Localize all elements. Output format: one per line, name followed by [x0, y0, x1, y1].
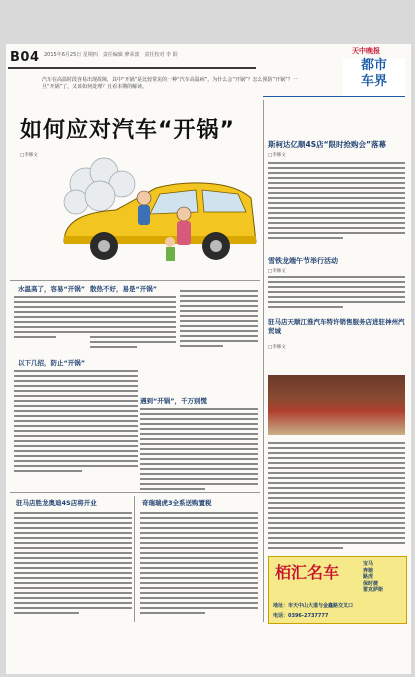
subhead-water-temp: 水温高了，容易“开锅”	[18, 285, 86, 293]
byline-citroen: □李修文	[268, 269, 286, 274]
article-text-block	[140, 512, 258, 622]
section-rule	[263, 96, 405, 97]
section-line-1: 都市	[360, 58, 387, 73]
driver-figure	[137, 191, 151, 225]
right-headline-citroen: 雪铁龙端午节举行活动	[268, 257, 338, 265]
subhead-dont-panic: 遇到“开锅”，千万别慌	[140, 397, 208, 405]
section-label	[343, 58, 405, 96]
right-headline-skoda: 斯柯达亿顺4S店“限时抢购会”落幕	[268, 140, 386, 149]
article-text-block	[268, 162, 405, 246]
page-number: B04	[10, 50, 40, 65]
article-text-block	[140, 408, 258, 498]
rule-lower-stories	[10, 492, 260, 493]
advertisement	[268, 556, 407, 624]
article-text-block	[180, 290, 258, 354]
byline-skoda: □李修文	[268, 153, 286, 158]
headline: 如何应对汽车“开锅”	[20, 118, 235, 143]
rule-under-illustration	[10, 280, 260, 281]
right-column-rule	[263, 100, 264, 622]
article-text-block	[14, 512, 132, 622]
ad-model-list	[363, 561, 403, 594]
subhead-audi-store: 驻马店胜龙奥迪4S店将开业	[16, 499, 97, 507]
article-text-block	[90, 296, 176, 354]
subhead-chery-tiggo: 奇瑞瑞虎3全系送购置税	[142, 499, 212, 507]
byline: □李修文	[20, 153, 38, 158]
ad-model: 奔驰	[363, 567, 374, 574]
ad-phone: 电话：0396-2737777	[273, 613, 329, 619]
ad-address: 地址：市天中山大道与金鑫路交叉口	[273, 603, 354, 609]
dateline: 2015年6月25日 星期四 责任编辑 廖荣波 责任校对 李 阳	[44, 52, 178, 58]
article-text-block	[14, 296, 90, 346]
ceremony-photo	[268, 375, 405, 435]
overheating-car-illustration	[46, 150, 260, 272]
section-line-2: 车界	[360, 74, 387, 89]
lower-column-rule	[134, 496, 135, 622]
masthead-rule	[8, 67, 256, 69]
ad-model: 宝马	[363, 561, 374, 567]
lede-paragraph: 汽车在高温时段容易出现故障，其中“开锅”是比较常见的一种“汽车高温病”。为什么会“开锅”？怎么预防“开锅”？一旦“开锅”了，又该如何处理？且看本期的解读。	[42, 77, 298, 90]
subhead-cooling: 散热不好，易是“开锅”	[90, 285, 158, 293]
ad-title: 栢汇名车	[275, 563, 340, 582]
byline-jac: □李修文	[268, 345, 286, 350]
ad-model: 雷克萨斯	[363, 587, 384, 593]
article-text-block	[14, 370, 138, 480]
right-headline-jac: 驻马店天顺江淮汽车特许销售服务店进驻神州汽贸城	[268, 318, 405, 335]
article-text-block	[268, 276, 405, 312]
newspaper-logo: 天中晚报	[352, 46, 380, 55]
ad-model: 保时捷	[363, 580, 379, 587]
ad-model: 路虎	[363, 574, 374, 580]
article-text-block	[268, 442, 405, 550]
subhead-prevention: 以下几招，防止“开锅”	[18, 359, 86, 367]
